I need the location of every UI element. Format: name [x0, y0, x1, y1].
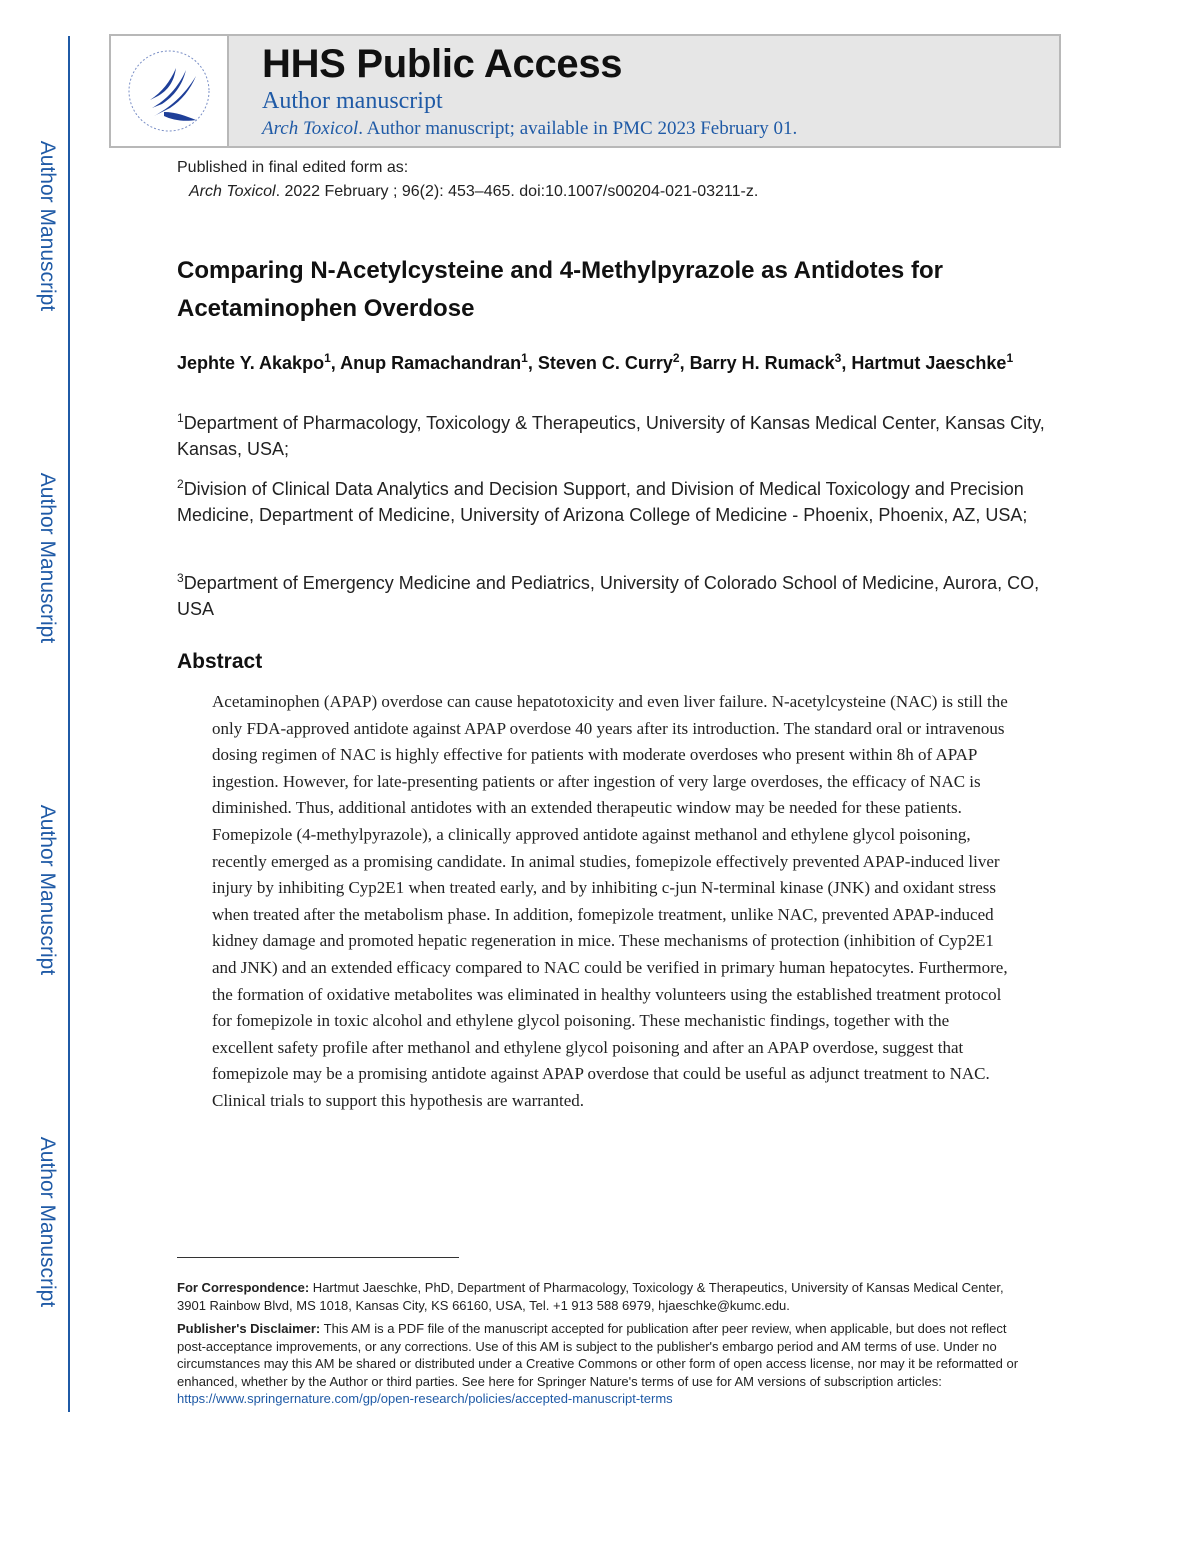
citation-text: . 2022 February ; 96(2): 453–465. doi:10.1007/s00204-021-03211-z.: [275, 183, 759, 200]
affiliation-sup: 1: [177, 411, 184, 425]
author-name: Anup Ramachandran: [340, 353, 522, 373]
hhs-eagle-seal-icon: [124, 46, 214, 136]
author-separator: ,: [841, 353, 852, 373]
author-separator: ,: [330, 353, 341, 373]
hhs-public-access-title: HHS Public Access: [262, 42, 623, 86]
author-name: Steven C. Curry: [537, 353, 673, 373]
affiliation: [177, 410, 1047, 462]
sidebar-label: Author Manuscript: [36, 140, 60, 312]
am-terms-link[interactable]: https://www.springernature.com/gp/open-research/policies/accepted-manuscript-terms: [177, 1391, 673, 1406]
author-manuscript-label: Author manuscript: [262, 88, 443, 114]
sidebar-label: Author Manuscript: [36, 1136, 60, 1308]
author-name: Hartmut Jaeschke: [851, 353, 1007, 373]
correspondence-text: Hartmut Jaeschke, PhD, Department of Pharmacology, Toxicology & Therapeutics, University of Kansas Medical Center, 3901 Rainbow Blvd, MS 1018, Kansas City, KS 66160, USA, Tel. +1 913 588 6979, hjaeschke@kumc.edu.: [177, 1280, 1004, 1313]
availability-line: [262, 118, 797, 140]
affiliation-text: Department of Pharmacology, Toxicology & Therapeutics, University of Kansas Medical Center, Kansas City, Kansas, USA;: [177, 413, 1045, 459]
affiliation-sup: 2: [177, 477, 184, 491]
affiliation-text: Department of Emergency Medicine and Pediatrics, University of Colorado School of Medicine, Aurora, CO, USA: [177, 573, 1040, 619]
citation-journal: Arch Toxicol: [189, 183, 276, 200]
correspondence-footnote: [177, 1279, 1027, 1314]
affiliation-text: Division of Clinical Data Analytics and Decision Support, and Division of Medical Toxicology and Precision Medicine, Department of Medicine, University of Arizona College of Medicine - Phoenix, Phoenix, AZ, USA;: [177, 479, 1028, 525]
author-separator: ,: [527, 353, 538, 373]
citation: [177, 180, 758, 204]
author-affil-sup: 2: [672, 351, 680, 365]
header-banner: [109, 34, 1061, 148]
affiliation: [177, 476, 1047, 528]
author-affil-sup: 1: [324, 351, 331, 365]
availability-text: . Author manuscript; available in PMC 2023 February 01.: [358, 118, 798, 139]
author-name: Jephte Y. Akakpo: [177, 353, 325, 373]
author-separator: ,: [679, 353, 690, 373]
hhs-logo: [111, 36, 229, 146]
sidebar-label: Author Manuscript: [36, 472, 60, 644]
sidebar-rule: [68, 36, 70, 1412]
sidebar-label: Author Manuscript: [36, 804, 60, 976]
publisher-disclaimer: [177, 1320, 1027, 1408]
author-affil-sup: 1: [1006, 351, 1014, 365]
author-name: Barry H. Rumack: [689, 353, 835, 373]
author-affil-sup: 3: [834, 351, 842, 365]
affiliation: [177, 570, 1047, 622]
article-title: Comparing N-Acetylcysteine and 4-Methylpyrazole as Antidotes for Acetaminophen Overdose: [177, 257, 943, 322]
correspondence-label: For Correspondence:: [177, 1280, 310, 1295]
abstract-body: Acetaminophen (APAP) overdose can cause hepatotoxicity and even liver failure. N-acetylcysteine (NAC) is still the only FDA-approved antidote against APAP overdose 40 years after its introduction. The standard oral or intravenous dosing regimen of NAC is highly effective for patients with moderate overdoses who present within 8h of APAP ingestion. However, for late-presenting patients or after ingestion of very large overdoses, the efficacy of NAC is diminished. Thus, additional antidotes with an extended therapeutic window may be needed for these patients. Fomepizole (4-methylpyrazole), a clinically approved antidote against methanol and ethylene glycol poisoning, recently emerged as a promising candidate. In animal studies, fomepizole effectively prevented APAP-induced liver injury by inhibiting Cyp2E1 when treated early, and by inhibiting c-jun N-terminal kinase (JNK) and oxidant stress when treated after the metabolism phase. In addition, fomepizole treatment, unlike NAC, prevented APAP-induced kidney damage and promoted hepatic regeneration in mice. These mechanisms of protection (inhibition of Cyp2E1 and JNK) and an extended efficacy compared to NAC could be verified in primary human hepatocytes. Furthermore, the formation of oxidative metabolites was eliminated in healthy volunteers using the established treatment protocol for fomepizole in toxic alcohol and ethylene glycol poisoning. These mechanistic findings, together with the excellent safety profile after methanol and ethylene glycol poisoning and after an APAP overdose, suggest that fomepizole may be a promising antidote against APAP overdose that could be useful as adjunct treatment to NAC. Clinical trials to support this hypothesis are warranted.: [212, 692, 1008, 1110]
author-affil-sup: 1: [521, 351, 528, 365]
published-info: [177, 156, 758, 204]
abstract-heading: Abstract: [177, 650, 263, 673]
footnote-divider: [177, 1257, 459, 1258]
journal-abbrev: Arch Toxicol: [262, 118, 359, 139]
affiliation-sup: 3: [177, 571, 184, 585]
disclaimer-text: This AM is a PDF file of the manuscript accepted for publication after peer review, when applicable, but does not reflect post-acceptance improvements, or any corrections. Use of this AM is subject to the publisher's embargo period and AM terms of use. Under no circumstances may this AM be shared or distributed under a Creative Commons or other form of open access license, nor may it be reformatted or enhanced, whether by the Author or third parties. See here for Springer Nature's terms of use for AM versions of subscription articles:: [177, 1321, 1019, 1389]
disclaimer-label: Publisher's Disclaimer:: [177, 1321, 321, 1336]
author-list: [177, 350, 1037, 377]
published-label: Published in final edited form as:: [177, 159, 409, 176]
